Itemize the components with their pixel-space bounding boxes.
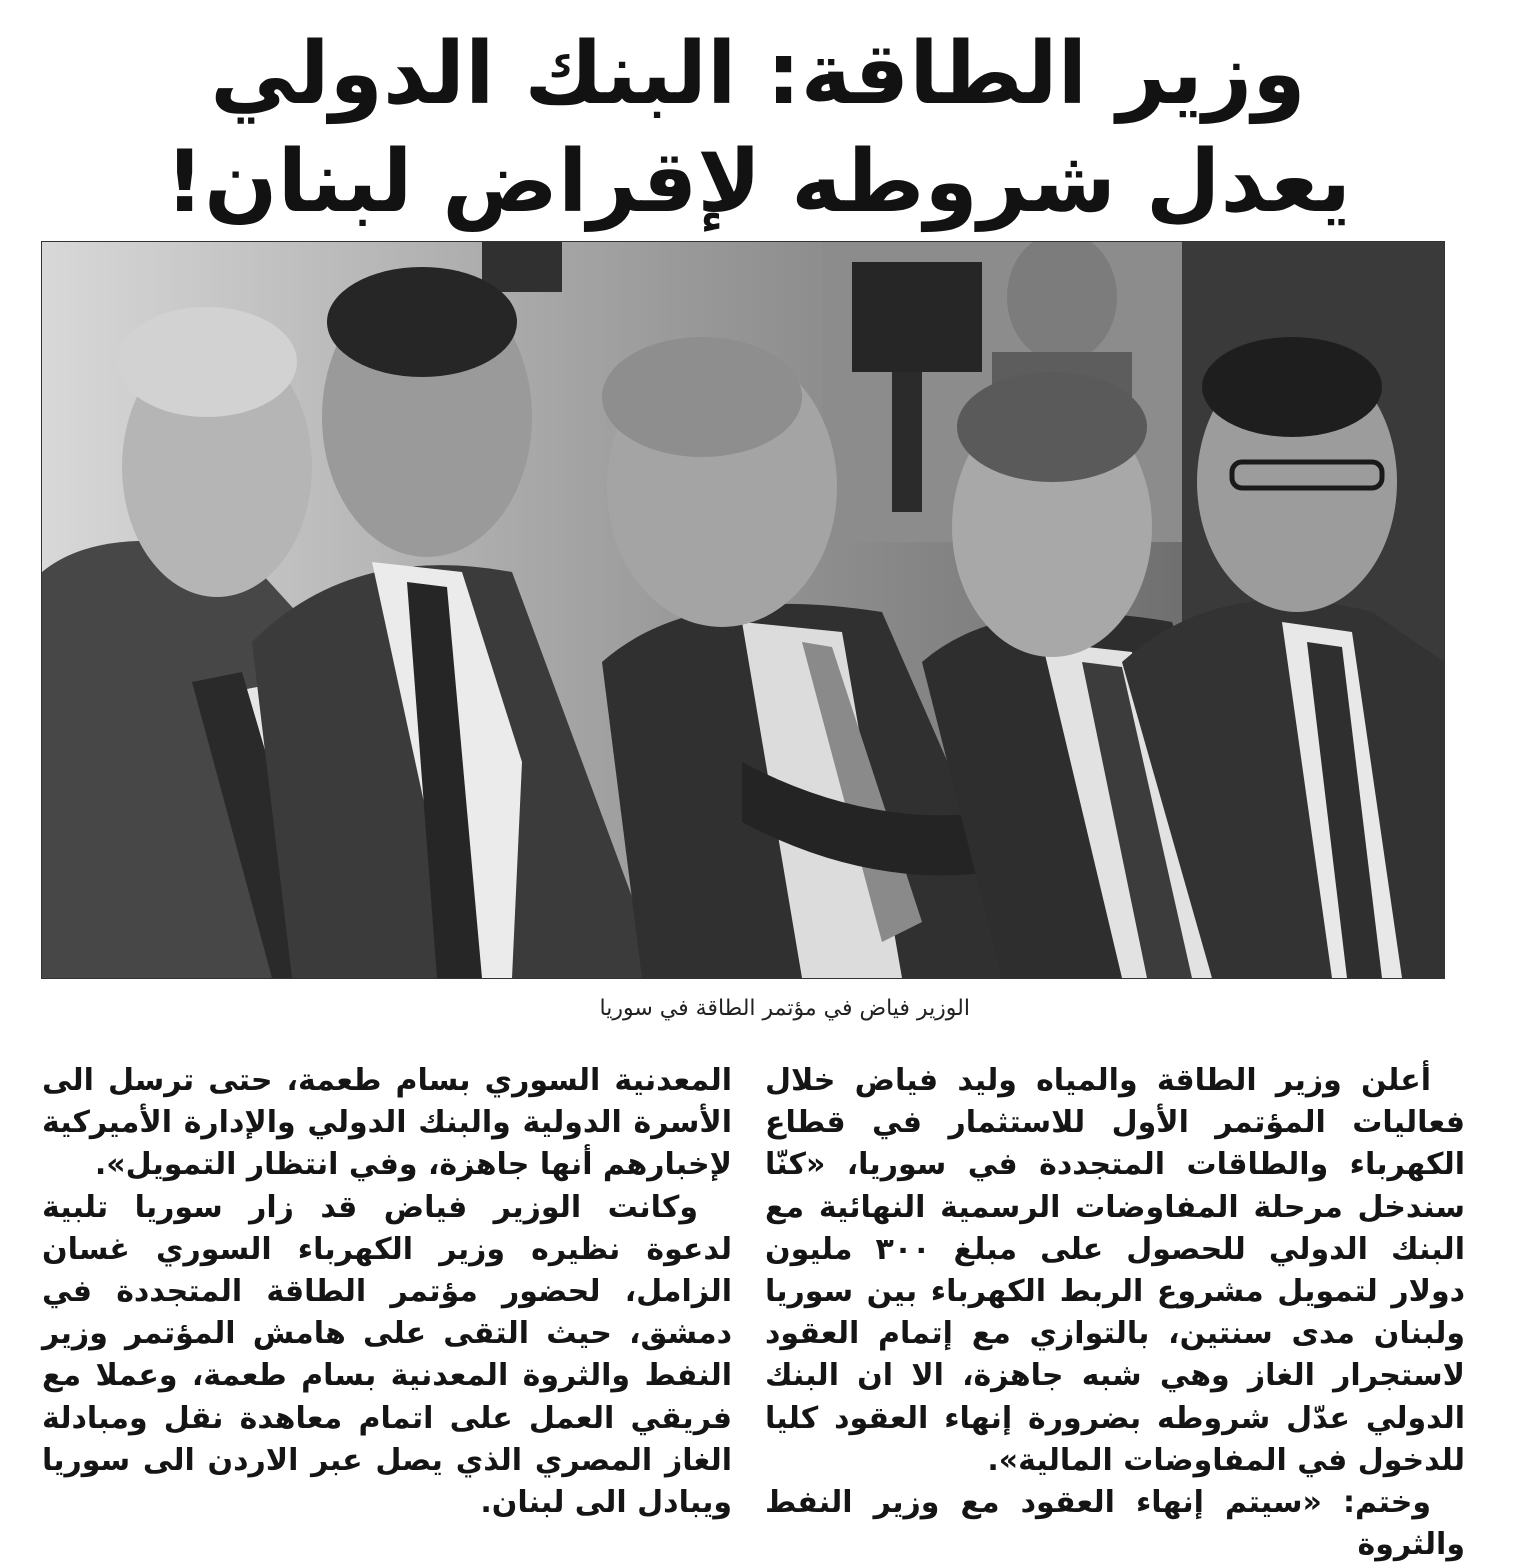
article-column-left xyxy=(42,1060,732,1524)
article-paragraph: أعلن وزير الطاقة والمياه وليد فياض خلال فعاليات المؤتمر الأول للاستثمار في قطاع الكهرباء والطاقات المتجددة في سوريا، «كنّا سندخل مرحلة المفاوضات الرسمية النهائية مع البنك الدولي للحصول على مبلغ ٣٠٠ مليون دولار لتمويل مشروع الربط الكهرباء بين سوريا ولبنان مدى سنتين، بالتوازي مع إتمام العقود لاستجرار الغاز وهي شبه جاهزة، الا ان البنك الدولي عدّل شروطه بضرورة إنهاء العقود كليا للدخول في المفاوضات المالية». xyxy=(765,1063,1465,1478)
photo-caption: الوزير فياض في مؤتمر الطاقة في سوريا xyxy=(599,996,970,1021)
article-paragraph: المعدنية السوري بسام طعمة، حتى ترسل الى الأسرة الدولية والبنك الدولي والإدارة الأميركية لإخبارهم أنها جاهزة، وفي انتظار التمويل». xyxy=(42,1063,732,1183)
article-column-right xyxy=(765,1060,1465,1566)
article-paragraph: وكانت الوزير فياض قد زار سوريا تلبية لدعوة نظيره وزير الكهرباء السوري غسان الزامل، لحضور مؤتمر الطاقة المتجددة في دمشق، حيث التقى على هامش المؤتمر وزير النفط والثروة المعدنية بسام طعمة، وعملا مع فريقي العمل على اتمام معاهدة نقل ومبادلة الغاز المصري الذي يصل عبر الاردن الى سوريا ويبادل الى لبنان. xyxy=(42,1189,732,1521)
news-photo xyxy=(41,241,1445,979)
headline-line-1: وزير الطاقة: البنك الدولي xyxy=(210,24,1306,124)
article-paragraph: وختم: «سيتم إنهاء العقود مع وزير النفط والثروة xyxy=(765,1485,1465,1563)
headline-line-2: يعدل شروطه لإقراض لبنان! xyxy=(164,132,1352,232)
